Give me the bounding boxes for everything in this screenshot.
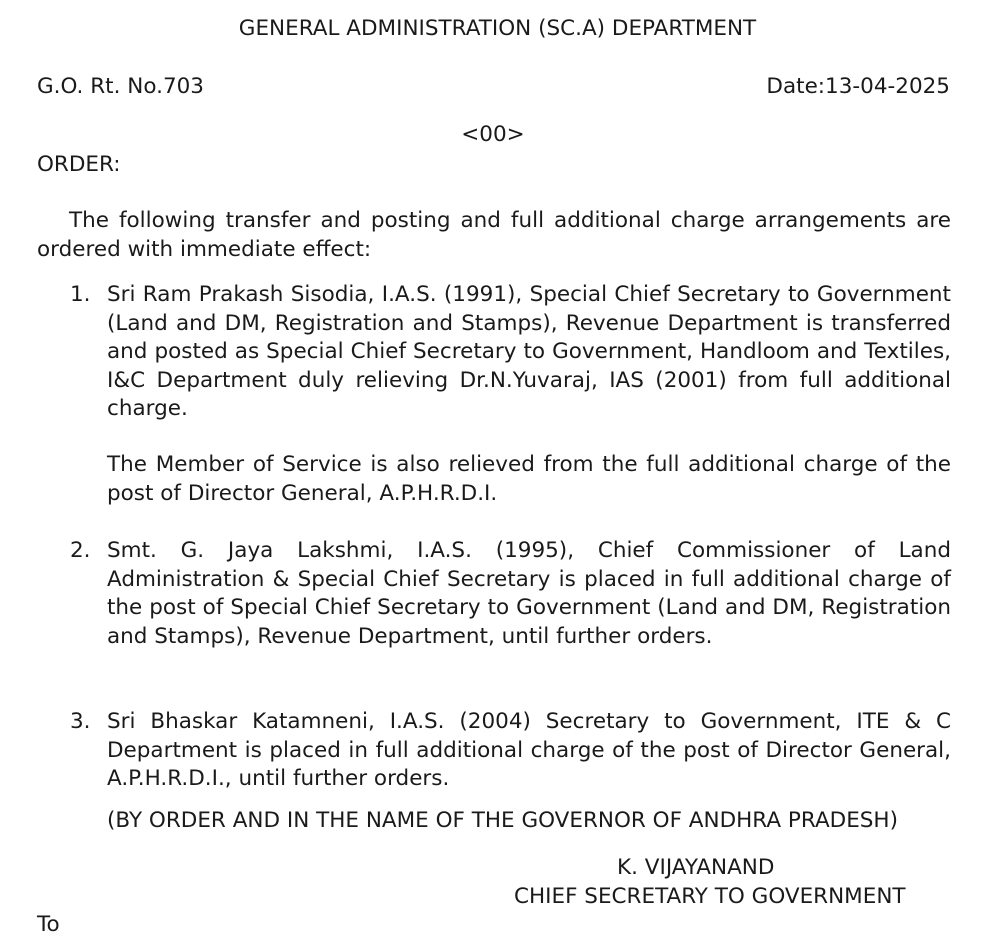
order-item-text: Sri Bhaskar Katamneni, I.A.S. (2004) Secretary to Government, ITE & C Department is placed in full additional charge of the post of Director General, A.P.H.R.D.I., until further orders. xyxy=(107,709,951,791)
order-item-text: Smt. G. Jaya Lakshmi, I.A.S. (1995), Chief Commissioner of Land Administration & Special Chief Secretary is placed in full additional charge of the post of Special Chief Secretary to Government (Land and DM, Registration and Stamps), Revenue Department, until further orders. xyxy=(107,538,951,649)
governor-order-line: (BY ORDER AND IN THE NAME OF THE GOVERNOR OF ANDHRA PRADESH) xyxy=(106,808,898,833)
signatory-name: K. VIJAYANAND xyxy=(617,855,775,880)
order-item-2 xyxy=(70,537,951,651)
department-heading: GENERAL ADMINISTRATION (SC.A) DEPARTMENT xyxy=(238,16,757,41)
order-label: ORDER: xyxy=(37,152,121,177)
order-date: Date:13-04-2025 xyxy=(766,74,950,99)
signatory-title: CHIEF SECRETARY TO GOVERNMENT xyxy=(514,884,906,909)
order-item-1-note: The Member of Service is also relieved from the full additional charge of the post of Director General, A.P.H.R.D.I. xyxy=(107,452,951,506)
order-item-number: 3. xyxy=(70,709,91,734)
order-item-text: Sri Ram Prakash Sisodia, I.A.S. (1991), Special Chief Secretary to Government (Land and DM, Registration and Stamps), Revenue Department is transferred and posted as Special Chief Secretary to Government, Handloom and Textiles, I&C Department duly relieving Dr.N.Yuvaraj, IAS (2001) from full additional charge. xyxy=(107,282,951,421)
order-item-3 xyxy=(70,708,951,794)
order-intro-paragraph: The following transfer and posting and full additional charge arrangements are ordered with immediate effect: xyxy=(37,208,951,262)
order-item-number: 1. xyxy=(70,282,91,307)
order-item-1 xyxy=(70,281,951,424)
go-number: G.O. Rt. No.703 xyxy=(37,74,204,99)
to-label: To xyxy=(37,912,60,937)
order-item-number: 2. xyxy=(70,538,91,563)
section-separator: <00> xyxy=(461,122,525,147)
